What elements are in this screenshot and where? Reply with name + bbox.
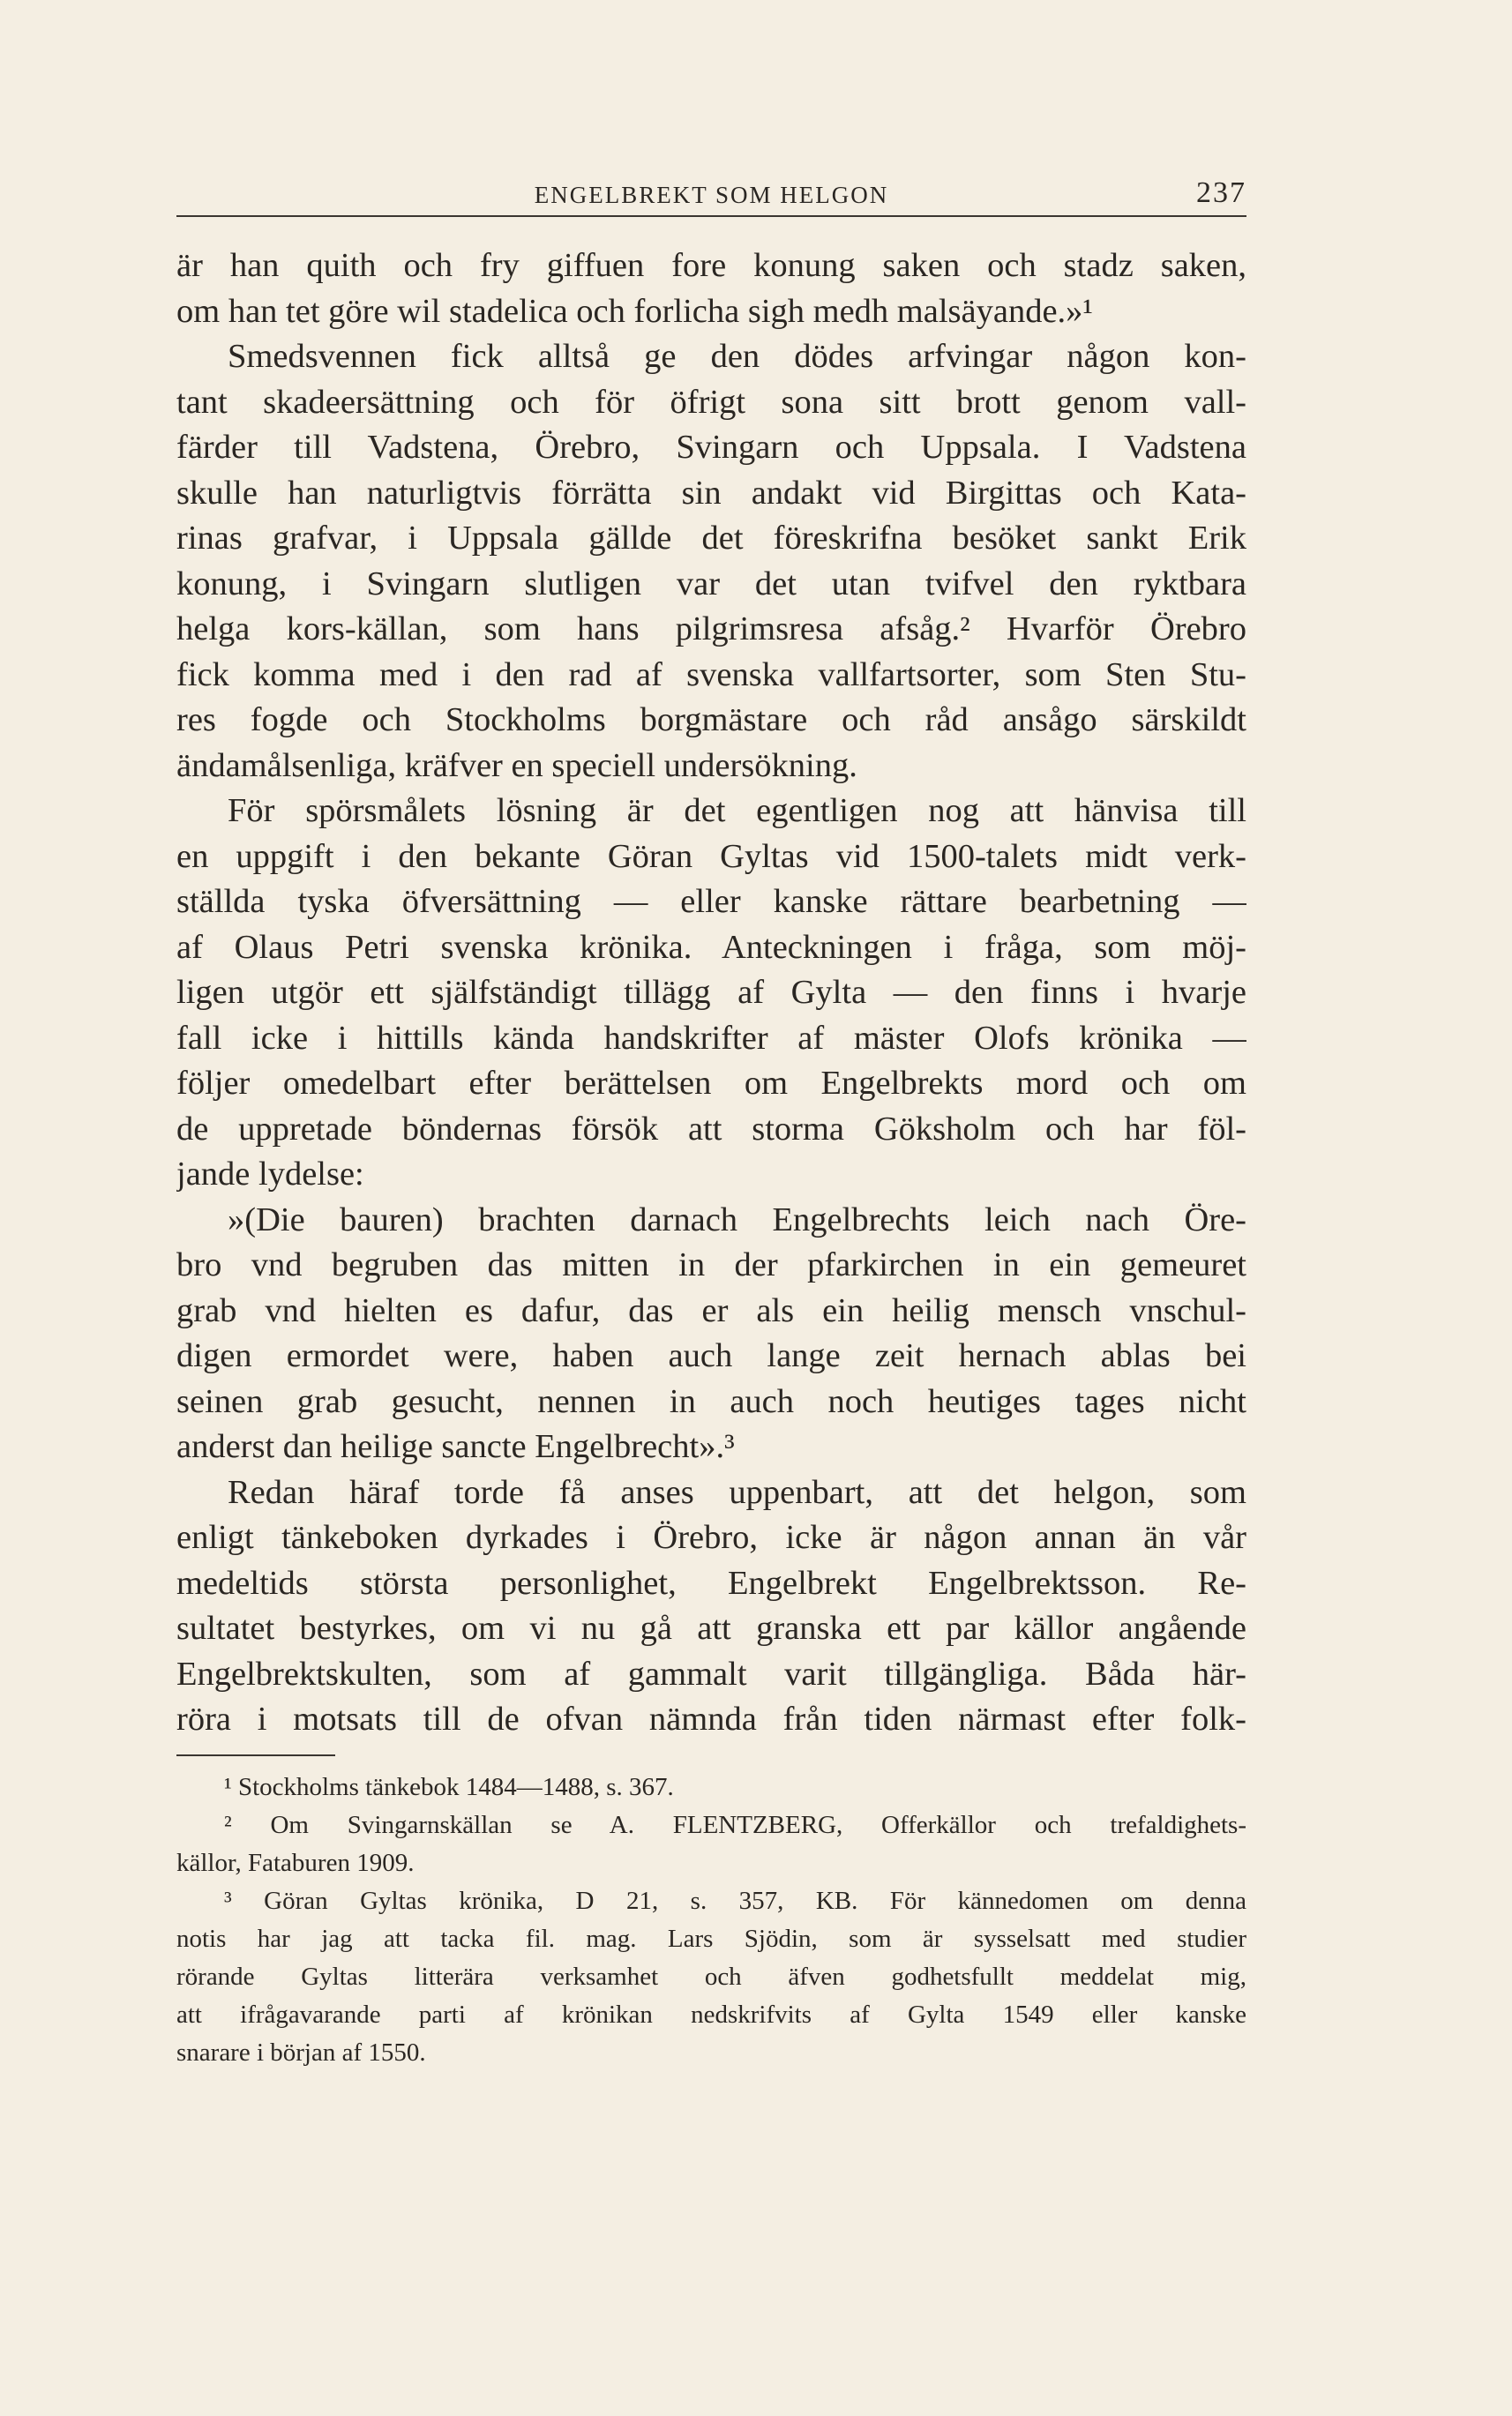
text-line: en uppgift i den bekante Göran Gyltas vid 1500-talets midt verk- bbox=[176, 837, 1246, 875]
text-line: rinas grafvar, i Uppsala gällde det föreskrifna besöket sankt Erik bbox=[176, 520, 1246, 557]
text-line: är han quith och fry giffuen fore konung saken och stadz saken, bbox=[176, 247, 1246, 284]
text-line: enligt tänkeboken dyrkades i Örebro, icke är någon annan än vår bbox=[176, 1519, 1246, 1556]
quote-line: digen ermordet were, haben auch lange zeit hernach ablas bei bbox=[176, 1337, 1246, 1374]
text-line: de uppretade böndernas försök att storma Göksholm och har föl- bbox=[176, 1110, 1246, 1148]
text-line: Smedsvennen fick alltså ge den dödes arfvingar någon kon- bbox=[228, 338, 1246, 375]
text-line: res fogde och Stockholms borgmästare och råd ansågo särskildt bbox=[176, 701, 1246, 738]
quote-line: bro vnd begruben das mitten in der pfarkirchen in ein gemeuret bbox=[176, 1246, 1246, 1283]
footnote-line: ¹ Stockholms tänkebok 1484—1488, s. 367. bbox=[224, 1773, 674, 1801]
text-line: Redan häraf torde få anses uppenbart, att det helgon, som bbox=[228, 1473, 1246, 1511]
text-line: af Olaus Petri svenska krönika. Anteckningen i fråga, som möj- bbox=[176, 928, 1246, 966]
text-line: tant skadeersättning och för öfrigt sona sitt brott genom vall- bbox=[176, 383, 1246, 421]
page-number: 237 bbox=[1196, 176, 1246, 209]
text-line: färder till Vadstena, Örebro, Svingarn och Uppsala. I Vadstena bbox=[176, 429, 1246, 466]
quote-line: grab vnd hielten es dafur, das er als ein heilig mensch vnschul- bbox=[176, 1291, 1246, 1329]
footnote-line: snarare i början af 1550. bbox=[176, 2038, 426, 2067]
text-line: För spörsmålets lösning är det egentligen nog att hänvisa till bbox=[228, 792, 1246, 829]
running-title: ENGELBREKT SOM HELGON bbox=[534, 182, 889, 208]
text-line: fick komma med i den rad af svenska vallfartsorter, som Sten Stu- bbox=[176, 655, 1246, 693]
text-line: ligen utgör ett själfständigt tillägg af Gylta — den finns i hvarje bbox=[176, 974, 1246, 1011]
text-line: ställda tyska öfversättning — eller kanske rättare bearbetning — bbox=[176, 883, 1246, 920]
text-line: röra i motsats till de ofvan nämnda från tiden närmast efter folk- bbox=[176, 1701, 1246, 1738]
text-line: konung, i Svingarn slutligen var det utan tvifvel den ryktbara bbox=[176, 565, 1246, 602]
footnote-line: källor, Fataburen 1909. bbox=[176, 1849, 415, 1877]
quote-line: »(Die bauren) brachten darnach Engelbrechts leich nach Öre- bbox=[228, 1201, 1246, 1238]
text-line: ändamålsenliga, kräfver en speciell undersökning. bbox=[176, 746, 857, 784]
footnotes bbox=[176, 1769, 1246, 2072]
quote-line: anderst dan heilige sancte Engelbrecht».³ bbox=[176, 1428, 735, 1465]
quote-line: seinen grab gesucht, nennen in auch noch heutiges tages nicht bbox=[176, 1382, 1246, 1420]
text-line: följer omedelbart efter berättelsen om Engelbrekts mord och om bbox=[176, 1065, 1246, 1102]
main-text bbox=[176, 243, 1246, 1743]
text-line: medeltids största personlighet, Engelbrekt Engelbrektsson. Re- bbox=[176, 1564, 1246, 1602]
footnote-line: att ifrågavarande parti af krönikan nedskrifvits af Gylta 1549 eller kanske bbox=[176, 2001, 1246, 2029]
text-line: sultatet bestyrkes, om vi nu gå att granska ett par källor angående bbox=[176, 1610, 1246, 1647]
text-line: Engelbrektskulten, som af gammalt varit tillgängliga. Båda här- bbox=[176, 1655, 1246, 1693]
footnote-line: ³ Göran Gyltas krönika, D 21, s. 357, KB. För kännedomen om denna bbox=[224, 1887, 1246, 1915]
text-line: fall icke i hittills kända handskrifter af mäster Olofs krönika — bbox=[176, 1019, 1246, 1057]
footnote-line: ² Om Svingarnskällan se A. FLENTZBERG, Offerkällor och trefaldighets- bbox=[224, 1811, 1246, 1839]
footnote-rule bbox=[176, 1754, 335, 1756]
text-line: helga kors-källan, som hans pilgrimsresa afsåg.² Hvarför Örebro bbox=[176, 610, 1246, 647]
text-line: om han tet göre wil stadelica och forlicha sigh medh malsäyande.»¹ bbox=[176, 292, 1093, 330]
footnote-line: rörande Gyltas litterära verksamhet och äfven godhetsfullt meddelat mig, bbox=[176, 1963, 1246, 1991]
footnote-line: notis har jag att tacka fil. mag. Lars Sjödin, som är sysselsatt med studier bbox=[176, 1925, 1246, 1953]
text-line: jande lydelse: bbox=[176, 1156, 364, 1193]
header-rule bbox=[176, 215, 1246, 217]
running-head bbox=[176, 176, 1246, 212]
text-line: skulle han naturligtvis förrätta sin andakt vid Birgittas och Kata- bbox=[176, 474, 1246, 512]
